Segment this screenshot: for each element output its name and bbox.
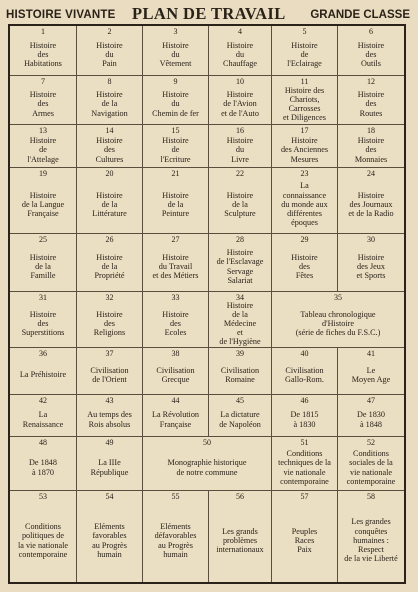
topic-cell: [143, 491, 209, 582]
topic-label: Histoire du Livre: [226, 136, 254, 164]
topic-cell: [10, 125, 77, 168]
topic-label: Histoire des Fêtes: [291, 252, 318, 281]
topic-label: Histoire de l'Avion et de l'Auto: [221, 90, 259, 118]
topic-number: 3: [173, 27, 178, 36]
topic-cell: [209, 395, 272, 437]
topic-number: 52: [367, 438, 375, 447]
topic-label: Conditions sociales de la vie nationale contemporaine: [346, 449, 396, 486]
topic-cell: [10, 491, 77, 582]
topic-label: Histoire de la Famille: [29, 252, 57, 281]
topic-cell: [209, 26, 272, 76]
topic-label: Histoire de la Sculpture: [224, 190, 256, 219]
page-title: PLAN DE TRAVAIL: [132, 4, 286, 23]
topic-cell: [272, 292, 404, 348]
topic-number: 44: [171, 396, 180, 405]
topic-cell: [77, 491, 143, 582]
topic-number: 56: [236, 492, 244, 501]
topic-number: 29: [300, 235, 309, 244]
topic-cell: [10, 348, 77, 395]
topic-number: 27: [171, 235, 180, 244]
topic-cell: [272, 437, 338, 491]
topic-number: 25: [39, 235, 47, 244]
work-plan-grid: [8, 24, 406, 584]
topic-label: Le Moyen Age: [351, 365, 391, 384]
topic-number: 16: [236, 126, 244, 135]
topic-label: De 1848 à 1870: [29, 458, 57, 477]
topic-number: 58: [367, 492, 375, 501]
topic-cell: [272, 491, 338, 582]
topic-number: 26: [105, 235, 114, 244]
topic-cell: [10, 26, 77, 76]
topic-label: Peuples Races Paix: [291, 526, 318, 555]
topic-label: Histoire du Pain: [96, 40, 123, 69]
topic-number: 28: [236, 235, 244, 244]
topic-label: Histoire de la Navigation: [91, 90, 128, 118]
topic-label: Histoire de l'Ecriture: [160, 136, 191, 164]
topic-number: 14: [105, 126, 114, 135]
topic-cell: [272, 234, 338, 292]
topic-number: 7: [41, 77, 45, 86]
topic-number: 33: [171, 293, 180, 302]
topic-cell: [10, 437, 77, 491]
topic-number: 57: [300, 492, 309, 501]
topic-number: 18: [367, 126, 375, 135]
topic-number: 47: [367, 396, 375, 405]
topic-label: Histoire de la Médecine et de l'Hygiène: [219, 300, 261, 347]
topic-number: 19: [39, 169, 47, 178]
topic-label: La Révolution Française: [151, 410, 200, 429]
topic-number: 35: [334, 293, 342, 302]
topic-cell: [143, 234, 209, 292]
topic-cell: [209, 292, 272, 348]
topic-cell: [143, 76, 209, 125]
topic-label: Histoire des Ecoles: [162, 309, 189, 338]
topic-label: Histoire des Monnaies: [354, 136, 388, 164]
topic-cell: [272, 76, 338, 125]
topic-cell: [209, 168, 272, 234]
series-title: HISTOIRE VIVANTE: [6, 9, 116, 21]
topic-cell: [338, 437, 404, 491]
topic-cell: [143, 395, 209, 437]
topic-number: 54: [105, 492, 114, 501]
topic-label: Histoire des Routes: [357, 90, 385, 118]
topic-number: 1: [41, 27, 45, 36]
topic-number: 31: [39, 293, 47, 302]
topic-cell: [209, 491, 272, 582]
topic-label: Histoire des Chariots, Carrosses et Diligences: [283, 85, 326, 123]
topic-cell: [209, 125, 272, 168]
topic-label: Monographie historique de notre commune: [167, 458, 247, 477]
topic-number: 53: [39, 492, 47, 501]
topic-label: Histoire des Jeux et Sports: [356, 252, 386, 281]
topic-number: 15: [171, 126, 180, 135]
topic-number: 13: [39, 126, 47, 135]
topic-number: 24: [367, 169, 375, 178]
topic-cell: [77, 395, 143, 437]
topic-label: Histoire des Outils: [357, 40, 385, 69]
topic-cell: [209, 348, 272, 395]
topic-cell: [10, 168, 77, 234]
topic-label: Civilisation Grecque: [156, 365, 195, 384]
topic-number: 51: [300, 438, 309, 447]
topic-label: Conditions techniques de la vie nationale contemporaine: [278, 449, 331, 486]
topic-cell: [272, 395, 338, 437]
topic-number: 12: [367, 77, 375, 86]
topic-cell: [10, 76, 77, 125]
topic-label: Histoire des Anciennes Mesures: [280, 136, 329, 164]
topic-label: Histoire de l'Attelage: [27, 136, 59, 164]
topic-number: 20: [105, 169, 114, 178]
topic-number: 42: [39, 396, 47, 405]
topic-number: 22: [236, 169, 244, 178]
topic-cell: [143, 348, 209, 395]
topic-label: Eléments favorables au Progrès humain: [92, 522, 127, 559]
topic-number: 48: [39, 438, 47, 447]
topic-label: De 1830 à 1848: [357, 410, 385, 429]
topic-label: Histoire de l'Esclavage Servage Salariat: [216, 248, 264, 285]
topic-number: 34: [236, 293, 244, 302]
topic-cell: [143, 168, 209, 234]
topic-label: Histoire des Superstitions: [21, 309, 65, 338]
topic-label: Histoire des Religions: [93, 309, 126, 338]
class-level: GRANDE CLASSE: [310, 9, 410, 21]
topic-label: Histoire du Chemin de fer: [152, 90, 199, 118]
topic-number: 10: [236, 77, 244, 86]
topic-cell: [338, 76, 404, 125]
topic-label: Histoire des Habitations: [24, 40, 62, 69]
topic-cell: [143, 125, 209, 168]
topic-number: 8: [107, 77, 112, 86]
topic-number: 21: [171, 169, 180, 178]
topic-cell: [77, 168, 143, 234]
topic-label: Histoire des Armes: [29, 90, 57, 118]
topic-cell: [10, 292, 77, 348]
topic-label: Histoire de la Peinture: [161, 190, 190, 219]
topic-label: La Préhistoire: [19, 370, 67, 380]
topic-label: La Renaissance: [22, 410, 64, 429]
topic-number: 23: [300, 169, 309, 178]
topic-label: Histoire de la Langue Française: [21, 190, 65, 219]
topic-label: Civilisation Gallo-Rom.: [285, 365, 324, 384]
topic-number: 5: [302, 27, 307, 36]
topic-cell: [77, 437, 143, 491]
topic-number: 6: [369, 27, 373, 36]
page-header: [4, 4, 414, 26]
topic-number: 32: [105, 293, 114, 302]
topic-number: 2: [107, 27, 112, 36]
topic-cell: [338, 491, 404, 582]
topic-label: Histoire du Vêtement: [159, 40, 192, 69]
topic-label: Histoire des Cultures: [95, 136, 124, 164]
topic-cell: [272, 168, 338, 234]
topic-number: 41: [367, 349, 375, 358]
topic-number: 36: [39, 349, 47, 358]
topic-label: Les grands problèmes internationaux: [216, 526, 264, 555]
topic-number: 39: [236, 349, 244, 358]
topic-number: 43: [105, 396, 114, 405]
topic-label: La IIIe République: [90, 458, 129, 477]
topic-number: 45: [236, 396, 244, 405]
topic-cell: [77, 26, 143, 76]
topic-label: Histoire de la Propriété: [94, 252, 125, 281]
topic-cell: [10, 395, 77, 437]
topic-label: Histoire du Travail et des Métiers: [152, 252, 199, 281]
topic-cell: [143, 292, 209, 348]
topic-label: Civilisation de l'Orient: [90, 365, 129, 384]
topic-cell: [338, 26, 404, 76]
topic-label: Histoire de la Littérature: [92, 190, 127, 219]
topic-cell: [77, 292, 143, 348]
topic-label: De 1815 à 1830: [290, 410, 319, 429]
topic-label: Conditions politiques de la vie nationale contemporaine: [17, 522, 68, 559]
topic-cell: [77, 76, 143, 125]
topic-number: 11: [300, 77, 309, 86]
topic-cell: [338, 234, 404, 292]
topic-cell: [10, 234, 77, 292]
topic-label: Civilisation Romaine: [220, 365, 260, 384]
topic-cell: [272, 348, 338, 395]
topic-number: 9: [173, 77, 178, 86]
topic-cell: [338, 395, 404, 437]
topic-cell: [77, 125, 143, 168]
topic-cell: [272, 125, 338, 168]
topic-number: 46: [300, 396, 309, 405]
topic-cell: [143, 437, 272, 491]
topic-cell: [209, 76, 272, 125]
topic-number: 50: [203, 438, 211, 447]
topic-number: 40: [300, 349, 309, 358]
topic-number: 49: [105, 438, 114, 447]
topic-number: 17: [300, 126, 309, 135]
topic-number: 37: [105, 349, 114, 358]
topic-label: Au temps des Rois absolus: [87, 410, 132, 429]
topic-cell: [338, 125, 404, 168]
topic-number: 30: [367, 235, 375, 244]
topic-label: Tableau chronologique d'Histoire (série de fiches du F.S.C.): [295, 309, 381, 338]
topic-cell: [338, 168, 404, 234]
topic-label: Les grandes conquêtes humaines : Respect de la vie Liberté: [344, 517, 398, 564]
topic-cell: [77, 234, 143, 292]
topic-label: Histoire des Journaux et de la Radio: [348, 190, 394, 219]
topic-cell: [209, 234, 272, 292]
topic-cell: [272, 26, 338, 76]
topic-label: Eléments défavorables au Progrès humain: [154, 522, 197, 559]
topic-cell: [143, 26, 209, 76]
topic-number: 38: [171, 349, 180, 358]
topic-number: 4: [238, 27, 242, 36]
topic-cell: [338, 348, 404, 395]
topic-label: Histoire du Chauffage: [223, 40, 257, 69]
topic-label: La connaissance du monde aux différentes époques: [281, 181, 328, 228]
topic-number: 55: [171, 492, 180, 501]
topic-cell: [77, 348, 143, 395]
topic-label: Histoire de l'Eclairage: [287, 40, 322, 69]
topic-label: La dictature de Napoléon: [219, 410, 261, 429]
